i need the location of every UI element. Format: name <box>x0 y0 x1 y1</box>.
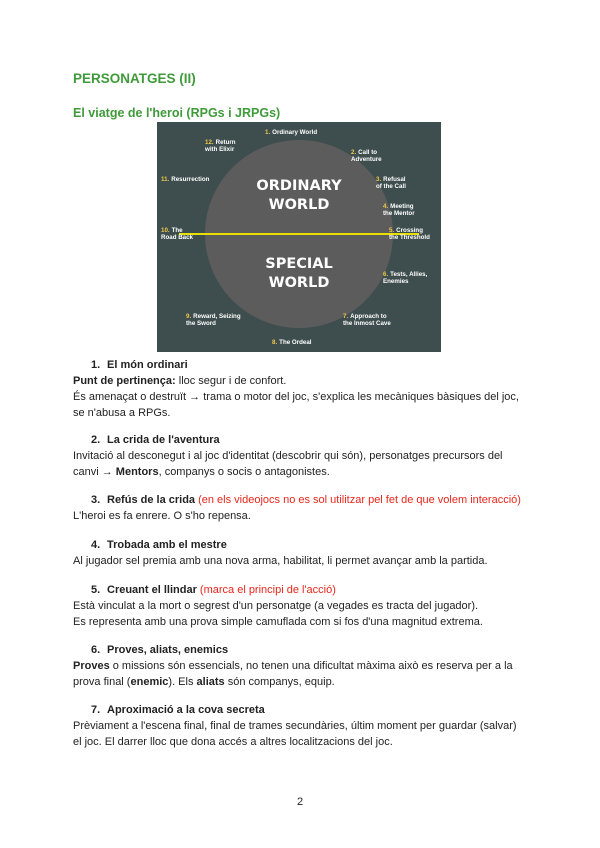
section-2 <box>73 432 533 480</box>
step-8-label: 8. The Ordeal <box>272 339 312 346</box>
step-6-label: 6. Tests, Allies, <box>383 271 428 278</box>
step-9-label: 9. Reward, Seizing <box>186 313 241 320</box>
paragraph: Invitació al desconegut i al joc d'identitat (descobrir qui són), personatges precursors del <box>73 450 503 462</box>
section-heading: 5. Creuant el llindar (marca el principi de l'acció) <box>91 584 336 596</box>
page-number: 2 <box>296 796 304 808</box>
step-9-label: the Sword <box>186 320 216 327</box>
step-7-label: 7. Approach to <box>343 313 387 320</box>
step-12-label: 12. Return <box>205 139 236 146</box>
section-4 <box>73 537 533 569</box>
paragraph: canvi → Mentors, companys o socis o antagonistes. <box>73 466 330 478</box>
step-3-label: of the Call <box>376 183 406 190</box>
section-3 <box>73 492 533 524</box>
step-12-label: with Elixir <box>205 146 235 153</box>
section-7 <box>73 702 533 750</box>
step-1-label: 1. Ordinary World <box>265 129 318 136</box>
paragraph: Es representa amb una prova simple camuflada com si fos d'una magnitud extrema. <box>73 616 483 628</box>
step-10-label: Road Back <box>161 234 193 241</box>
section-heading: 3. Refús de la crida (en els videojocs no es sol utilitzar pel fet de que volem interacció) <box>91 494 521 506</box>
ordinary-world-label: WORLD <box>268 197 330 213</box>
paragraph: el joc. El darrer lloc que dona accés a altres localitzacions del joc. <box>73 736 393 748</box>
step-5-label: 5. Crossing <box>389 227 423 234</box>
section-note: (en els videojocs no es sol utilitzar pel fet de que volem interacció) <box>195 494 521 506</box>
special-world-label: WORLD <box>268 275 330 291</box>
section-6 <box>73 642 533 690</box>
paragraph: se n'abusa a RPGs. <box>73 407 171 419</box>
step-10-label: 10. The <box>161 227 183 234</box>
section-heading: 2. La crida de l'aventura <box>91 434 220 446</box>
special-world-label: SPECIAL <box>265 256 333 272</box>
section-heading: 1. El món ordinari <box>91 359 188 371</box>
step-2-label: Adventure <box>351 156 382 163</box>
step-7-label: the Inmost Cave <box>343 320 391 327</box>
section-subtitle: El viatge de l'heroi (RPGs i JRPGs) <box>73 106 281 120</box>
step-5-label: the Threshold <box>389 234 430 241</box>
step-11-label: 11. Resurrection <box>161 176 210 183</box>
step-3-label: 3. Refusal <box>376 176 406 183</box>
paragraph: Prèviament a l'escena final, final de trames secundàries, últim moment per guardar (salvar) <box>73 720 517 732</box>
paragraph: prova final (enemic). Els aliats són companys, equip. <box>73 676 335 688</box>
section-5 <box>73 582 533 630</box>
paragraph: És amenaçat o destruït → trama o motor del joc, s'explica les mecàniques bàsiques del joc, <box>73 391 519 403</box>
step-6-label: Enemies <box>383 278 409 285</box>
section-1 <box>73 357 533 421</box>
paragraph: Proves o missions són essencials, no tenen una dificultat màxima això es reserva per a la <box>73 660 513 672</box>
paragraph: Al jugador sel premia amb una nova arma, habilitat, li permet avançar amb la partida. <box>73 555 488 567</box>
page-title: PERSONATGES (II) <box>73 71 196 86</box>
step-4-label: 4. Meeting <box>383 203 414 210</box>
ordinary-world-label: ORDINARY <box>256 178 342 194</box>
section-heading: 7. Aproximació a la cova secreta <box>91 704 265 716</box>
paragraph: Punt de pertinença: lloc segur i de confort. <box>73 375 287 387</box>
section-heading: 6. Proves, aliats, enemics <box>91 644 229 656</box>
section-note: (marca el principi de l'acció) <box>196 584 336 596</box>
step-4-label: the Mentor <box>383 210 415 217</box>
step-2-label: 2. Call to <box>351 149 378 156</box>
paragraph: Està vinculat a la mort o segrest d'un personatge (a vegades es tracta del jugador). <box>73 600 479 612</box>
heros-journey-diagram <box>157 122 441 352</box>
section-heading: 4. Trobada amb el mestre <box>91 539 227 551</box>
paragraph: L'heroi es fa enrere. O s'ho repensa. <box>73 510 251 522</box>
